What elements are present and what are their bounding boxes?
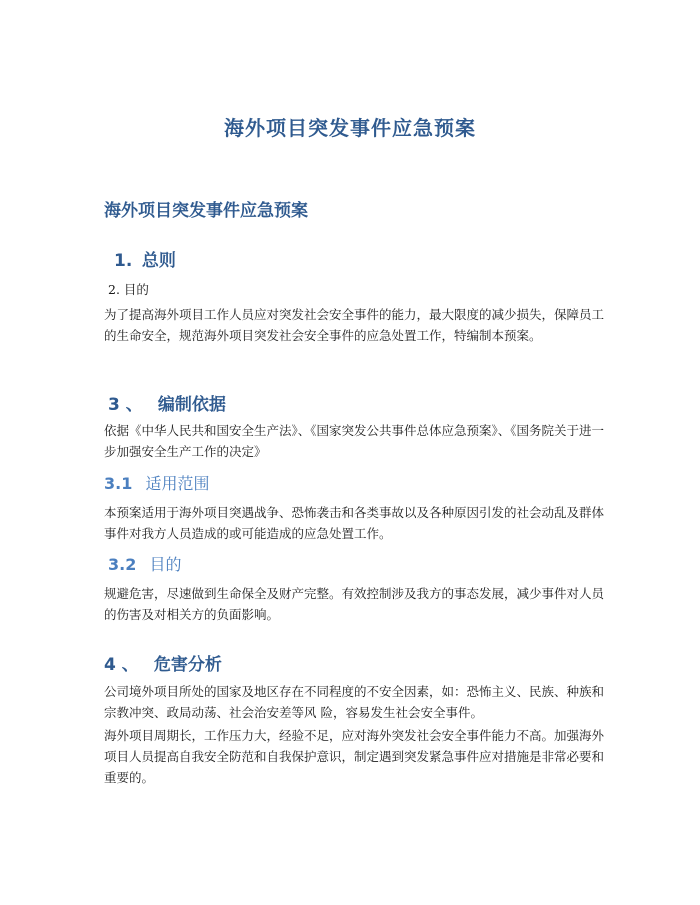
section-3-title: 编制依据 [157, 395, 226, 415]
section-4-title: 危害分析 [153, 655, 222, 675]
section-3-1-paragraph: 本预案适用于海外项目突遇战争、恐怖袭击和各类事故以及各种原因引发的社会动乱及群体事件对我方人员造成的或可能造成的应急处置工作。 [104, 505, 605, 541]
section-1-paragraph: 为了提高海外项目工作人员应对突发社会安全事件的能力，最大限度的减少损失，保障员工的生命安全，规范海外项目突发社会安全事件的应急处置工作，特编制本预案。 [104, 307, 605, 343]
section-1-item: 2. 目的 [108, 282, 149, 297]
section-3-2-title: 目的 [149, 555, 182, 574]
section-3-2-paragraph: 规避危害，尽速做到生命保全及财产完整。有效控制涉及我方的事态发展，减少事件对人员的伤害及对相关方的负面影响。 [104, 586, 605, 622]
section-3-number: 3 、 [108, 395, 143, 415]
section-3-1-number: 3.1 [104, 474, 133, 493]
section-1-number: 1. [114, 251, 133, 271]
section-1-heading [114, 246, 176, 271]
section-3-paragraph: 依据《中华人民共和国安全生产法》、《国家突发公共事件总体应急预案》、《国务院关于进一步加强安全生产工作的决定》 [104, 423, 605, 459]
section-3-2-heading [108, 552, 181, 575]
section-4-paragraph-2: 海外项目周期长，工作压力大，经验不足，应对海外突发社会安全事件能力不高。加强海外项目人员提高自我安全防范和自我保护意识，制定遇到突发紧急事件应对措施是非常必要和重要的。 [104, 728, 605, 785]
section-3-1-title: 适用范围 [145, 474, 210, 493]
section-4-number: 4 、 [104, 655, 139, 675]
section-3-2-number: 3.2 [108, 555, 137, 574]
section-3-heading [108, 390, 226, 415]
section-1-title: 总则 [141, 251, 176, 271]
section-4-paragraph-1: 公司境外项目所处的国家及地区存在不同程度的不安全因素，如：恐怖主义、民族、种族和宗教冲突、政局动荡、社会治安差等风 险，容易发生社会安全事件。 [104, 684, 605, 720]
section-4-heading [104, 650, 222, 675]
document-title: 海外项目突发事件应急预案 [224, 116, 476, 140]
section-3-1-heading [104, 471, 209, 494]
document-subtitle: 海外项目突发事件应急预案 [104, 201, 308, 221]
